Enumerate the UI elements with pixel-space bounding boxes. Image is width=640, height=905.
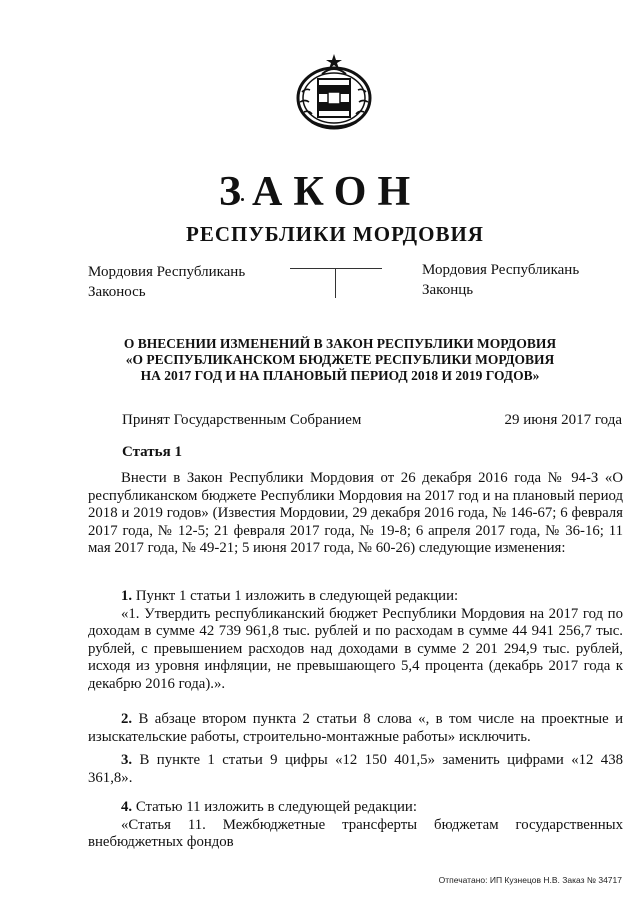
item-2-number: 2. bbox=[121, 711, 133, 727]
item-4-text: Статью 11 изложить в следующей редакции: bbox=[135, 799, 417, 815]
document-title: ЗАКОН bbox=[218, 169, 422, 215]
article-intro-text: Внести в Закон Республики Мордовия от 26 декабря 2016 года № 94-З «О республиканском бюджете Республики Мордовия на 2017 год и на плановый период 2018 и 2019 годов» (Известия Мордовии, 29 декабря 2016 года, № 146-67; 6 февраля 2017 года, № 12-5; 21 февраля 2017 года, № 19-8; 6 апреля 2017 года, № 36-16; 11 мая 2017 года, № 49-21; 5 июня 2017 года, № 60-26) следующие изменения: bbox=[88, 470, 623, 556]
adopted-date: 29 июня 2017 года bbox=[504, 412, 622, 428]
erzyan-title-line1: Мордовия Республикань bbox=[422, 262, 580, 278]
item-3 bbox=[88, 752, 623, 787]
article-intro bbox=[88, 470, 623, 558]
mokshan-title bbox=[88, 262, 288, 302]
item-1 bbox=[88, 588, 623, 693]
item-4-line bbox=[88, 799, 623, 817]
adoption-info bbox=[122, 411, 622, 429]
item-3-text: В пункте 1 статьи 9 цифры «12 150 401,5» заменить цифрами «12 438 361,8». bbox=[88, 752, 623, 786]
item-1-number: 1. bbox=[121, 588, 133, 604]
item-3-number: 3. bbox=[121, 752, 133, 768]
law-heading-line2: «О РЕСПУБЛИКАНСКОМ БЮДЖЕТЕ РЕСПУБЛИКИ МОРДОВИЯ bbox=[125, 352, 555, 367]
separator-vertical bbox=[335, 268, 336, 298]
print-note: Отпечатано: ИП Кузнецов Н.В. Заказ № 34717 bbox=[438, 875, 622, 885]
item-1-line bbox=[88, 588, 623, 606]
coat-of-arms-icon bbox=[292, 52, 376, 132]
erzyan-title bbox=[422, 260, 632, 300]
item-4-quote: «Статья 11. Межбюджетные трансферты бюджетам государственных внебюджетных фондов bbox=[88, 816, 623, 850]
item-3-line bbox=[88, 752, 623, 787]
mokshan-title-line1: Мордовия Республикань bbox=[88, 264, 246, 280]
item-4 bbox=[88, 799, 623, 852]
item-1-quote: «1. Утвердить республиканский бюджет Республики Мордовия на 2017 год по доходам в сумме 42 739 961,8 тыс. рублей и по расходам в сумме 44 941 256,7 тыс. рублей, с превышением расходов над доходами в сумме 2 201 294,9 тыс. рублей, исходя из уровня инфляции, не превышающего 5,4 процента (декабрь 2017 года к декабрю 2016 года).». bbox=[88, 605, 623, 692]
document-subtitle: РЕСПУБЛИКИ МОРДОВИЯ bbox=[186, 222, 484, 246]
item-1-text: Пункт 1 статьи 1 изложить в следующей редакции: bbox=[135, 588, 459, 604]
item-2-text: В абзаце втором пункта 2 статьи 8 слова «, в том числе на проектные и изыскательские работы, строительно-монтажные работы» исключить. bbox=[88, 711, 624, 745]
item-4-number: 4. bbox=[121, 799, 133, 815]
law-heading-line1: О ВНЕСЕНИИ ИЗМЕНЕНИЙ В ЗАКОН РЕСПУБЛИКИ МОРДОВИЯ bbox=[123, 336, 557, 351]
mokshan-title-line2: Законось bbox=[88, 284, 146, 300]
separator-horizontal bbox=[290, 268, 382, 269]
article-title: Статья 1 bbox=[122, 444, 182, 460]
item-2-line bbox=[88, 711, 623, 746]
law-heading-line3: НА 2017 ГОД И НА ПЛАНОВЫЙ ПЕРИОД 2018 И 2019 ГОДОВ» bbox=[140, 368, 540, 383]
item-2 bbox=[88, 711, 623, 746]
law-heading bbox=[60, 336, 620, 384]
erzyan-title-line2: Законць bbox=[422, 282, 474, 298]
adopted-by: Принят Государственным Собранием bbox=[122, 412, 362, 428]
